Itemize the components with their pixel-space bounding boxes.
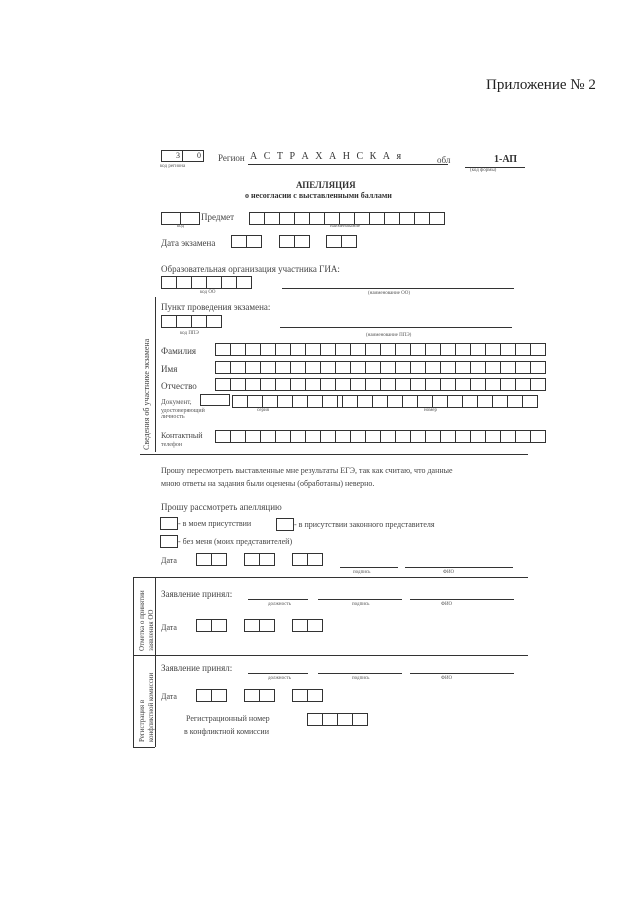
- patronymic-boxes-cell[interactable]: [245, 378, 261, 391]
- applicant-date-day: [196, 553, 226, 566]
- name-boxes-cell[interactable]: [515, 361, 531, 374]
- surname-boxes-cell[interactable]: [230, 343, 246, 356]
- commission-fio-caption: ФИО: [441, 676, 453, 681]
- phone-boxes-cell[interactable]: [320, 430, 336, 443]
- surname-label: Фамилия: [161, 346, 197, 356]
- name-boxes-cell[interactable]: [395, 361, 411, 374]
- reg-number-label-2: в конфликтной комиссии: [184, 727, 269, 736]
- name-boxes-cell[interactable]: [455, 361, 471, 374]
- ppe-code-cell[interactable]: [161, 315, 177, 328]
- subject-name-caption: наименование: [330, 224, 361, 229]
- phone-boxes-cell[interactable]: [365, 430, 381, 443]
- ppe-code-boxes: [161, 315, 221, 328]
- patronymic-boxes-cell[interactable]: [470, 378, 486, 391]
- phone-boxes-cell[interactable]: [485, 430, 501, 443]
- phone-boxes: [215, 430, 545, 443]
- subject-name-cell[interactable]: [429, 212, 445, 225]
- oo-accepted-label: Заявление принял:: [161, 589, 233, 599]
- name-boxes: [215, 361, 545, 374]
- name-boxes-cell[interactable]: [305, 361, 321, 374]
- patronymic-boxes-cell[interactable]: [485, 378, 501, 391]
- patronymic-boxes-cell[interactable]: [515, 378, 531, 391]
- subject-label: Предмет: [201, 212, 235, 222]
- phone-boxes-cell[interactable]: [305, 430, 321, 443]
- surname-boxes-cell[interactable]: [215, 343, 231, 356]
- name-boxes-cell[interactable]: [245, 361, 261, 374]
- patronymic-boxes-cell[interactable]: [500, 378, 516, 391]
- patronymic-boxes-cell[interactable]: [290, 378, 306, 391]
- surname-boxes-cell[interactable]: [290, 343, 306, 356]
- name-boxes-cell[interactable]: [530, 361, 546, 374]
- patronymic-boxes-cell[interactable]: [365, 378, 381, 391]
- ppe-code-cell[interactable]: [206, 315, 222, 328]
- doc-series-boxes-cell[interactable]: [232, 395, 248, 408]
- org-code-caption: код ОО: [200, 290, 216, 295]
- patronymic-boxes-cell[interactable]: [305, 378, 321, 391]
- region-suffix: обл: [437, 155, 451, 165]
- surname-boxes-cell[interactable]: [485, 343, 501, 356]
- surname-boxes-cell[interactable]: [320, 343, 336, 356]
- subject-name-cell[interactable]: [309, 212, 325, 225]
- name-boxes-cell[interactable]: [365, 361, 381, 374]
- org-code-boxes: [161, 276, 251, 289]
- form-code-caption: (код формы): [470, 168, 497, 173]
- phone-boxes-cell[interactable]: [470, 430, 486, 443]
- name-boxes-cell[interactable]: [275, 361, 291, 374]
- name-boxes-cell[interactable]: [425, 361, 441, 374]
- phone-boxes-cell[interactable]: [245, 430, 261, 443]
- org-code-cell[interactable]: [221, 276, 237, 289]
- name-boxes-cell[interactable]: [290, 361, 306, 374]
- commission-date-year: [292, 689, 322, 702]
- doc-number-boxes-cell[interactable]: [357, 395, 373, 408]
- region-code-boxes: [161, 150, 203, 162]
- side-label-oo: Отметка о принятии заявления ОО: [138, 590, 155, 651]
- org-name-caption: (наименование ОО): [368, 291, 411, 296]
- ppe-code-cell[interactable]: [176, 315, 192, 328]
- doc-number-boxes-cell[interactable]: [342, 395, 358, 408]
- commission-signature-caption: подпись: [352, 676, 370, 681]
- reg-number-boxes-cell[interactable]: [307, 713, 323, 726]
- doc-number-boxes-cell[interactable]: [447, 395, 463, 408]
- reg-number-boxes-cell[interactable]: [352, 713, 368, 726]
- review-label: Прошу рассмотреть апелляцию: [161, 502, 282, 512]
- patronymic-boxes-cell[interactable]: [410, 378, 426, 391]
- doc-series-boxes-cell[interactable]: [247, 395, 263, 408]
- phone-boxes-cell[interactable]: [215, 430, 231, 443]
- exam-date-day: [231, 235, 261, 248]
- request-text-1: Прошу пересмотреть выставленные мне результаты ЕГЭ, так как считаю, что данные: [161, 466, 453, 475]
- doc-series-boxes-cell[interactable]: [262, 395, 278, 408]
- subject-name-cell[interactable]: [414, 212, 430, 225]
- subject-name-cell[interactable]: [264, 212, 280, 225]
- commission-date-day: [196, 689, 226, 702]
- org-code-cell[interactable]: [206, 276, 222, 289]
- subject-name-cell[interactable]: [279, 212, 295, 225]
- patronymic-label: Отчество: [161, 381, 197, 391]
- doc-number-boxes-cell[interactable]: [522, 395, 538, 408]
- patronymic-boxes-cell[interactable]: [275, 378, 291, 391]
- option-self-label: - в моем присутствии: [178, 519, 252, 528]
- region-name: А С Т Р А Х А Н С К А я: [250, 151, 404, 162]
- phone-boxes-cell[interactable]: [410, 430, 426, 443]
- reg-number-boxes: [307, 713, 367, 726]
- exam-date-label: Дата экзамена: [161, 238, 216, 248]
- doc-number-boxes-cell[interactable]: [507, 395, 523, 408]
- oo-fio-caption: ФИО: [441, 602, 453, 607]
- reg-number-boxes-cell[interactable]: [322, 713, 338, 726]
- doc-label: Документ,: [161, 398, 192, 406]
- applicant-date-label: Дата: [161, 556, 177, 565]
- region-code-digit-2: 0: [182, 150, 204, 162]
- org-code-cell[interactable]: [176, 276, 192, 289]
- surname-boxes-cell[interactable]: [410, 343, 426, 356]
- subject-code-caption: код: [177, 224, 185, 229]
- region-code-digit-1: 3: [161, 150, 183, 162]
- name-boxes-cell[interactable]: [230, 361, 246, 374]
- name-boxes-cell[interactable]: [410, 361, 426, 374]
- doc-caption: удостоверяющий личность: [161, 408, 205, 420]
- option-rep-label: - в присутствии законного представителя: [294, 520, 435, 529]
- phone-boxes-cell[interactable]: [515, 430, 531, 443]
- reg-number-boxes-cell[interactable]: [337, 713, 353, 726]
- subject-name-cell[interactable]: [399, 212, 415, 225]
- doc-number-boxes-cell[interactable]: [432, 395, 448, 408]
- form-code: 1-АП: [494, 154, 518, 165]
- patronymic-boxes-cell[interactable]: [215, 378, 231, 391]
- phone-boxes-cell[interactable]: [275, 430, 291, 443]
- doc-series-boxes-cell[interactable]: [307, 395, 323, 408]
- side-label-commission: Регистрация в конфликтной комиссии: [138, 672, 155, 742]
- oo-date-day: [196, 619, 226, 632]
- name-boxes-cell[interactable]: [440, 361, 456, 374]
- patronymic-boxes-cell[interactable]: [320, 378, 336, 391]
- subject-name-cell[interactable]: [249, 212, 265, 225]
- document-title: АПЕЛЛЯЦИЯ: [296, 180, 356, 190]
- ppe-code-cell[interactable]: [191, 315, 207, 328]
- name-boxes-cell[interactable]: [470, 361, 486, 374]
- ppe-name-caption: (наименование ППЭ): [366, 333, 412, 338]
- doc-number-caption: номер: [424, 408, 437, 413]
- appendix-label: Приложение № 2: [486, 77, 596, 93]
- oo-date-label: Дата: [161, 623, 177, 632]
- name-boxes-cell[interactable]: [215, 361, 231, 374]
- ppe-code-caption: код ППЭ: [180, 331, 199, 336]
- surname-boxes-cell[interactable]: [455, 343, 471, 356]
- surname-boxes-cell[interactable]: [380, 343, 396, 356]
- phone-boxes-cell[interactable]: [530, 430, 546, 443]
- name-boxes-cell[interactable]: [335, 361, 351, 374]
- oo-position-caption: должность: [268, 602, 291, 607]
- option-rep-checkbox[interactable]: [276, 518, 294, 531]
- patronymic-boxes-cell[interactable]: [380, 378, 396, 391]
- option-none-label: - без меня (моих представителей): [178, 537, 293, 546]
- name-boxes-cell[interactable]: [500, 361, 516, 374]
- name-boxes-cell[interactable]: [320, 361, 336, 374]
- phone-label-2: телефон: [161, 442, 183, 448]
- org-label: Образовательная организация участника ГИА:: [161, 264, 340, 274]
- exam-date-year: [326, 235, 356, 248]
- phone-boxes-cell[interactable]: [395, 430, 411, 443]
- doc-series-boxes-cell[interactable]: [277, 395, 293, 408]
- surname-boxes-cell[interactable]: [395, 343, 411, 356]
- patronymic-boxes-cell[interactable]: [530, 378, 546, 391]
- patronymic-boxes-cell[interactable]: [335, 378, 351, 391]
- surname-boxes-cell[interactable]: [275, 343, 291, 356]
- commission-accepted-label: Заявление принял:: [161, 663, 233, 673]
- surname-boxes-cell[interactable]: [365, 343, 381, 356]
- patronymic-boxes: [215, 378, 545, 391]
- doc-number-boxes-cell[interactable]: [462, 395, 478, 408]
- phone-boxes-cell[interactable]: [455, 430, 471, 443]
- phone-boxes-cell[interactable]: [350, 430, 366, 443]
- patronymic-boxes-cell[interactable]: [455, 378, 471, 391]
- surname-boxes-cell[interactable]: [350, 343, 366, 356]
- phone-boxes-cell[interactable]: [440, 430, 456, 443]
- doc-number-boxes-cell[interactable]: [492, 395, 508, 408]
- org-code-cell[interactable]: [191, 276, 207, 289]
- doc-number-boxes-cell[interactable]: [387, 395, 403, 408]
- org-code-cell[interactable]: [161, 276, 177, 289]
- doc-series-boxes-cell[interactable]: [292, 395, 308, 408]
- commission-date-month: [244, 689, 274, 702]
- option-none-checkbox[interactable]: [160, 535, 178, 548]
- applicant-date-month: [244, 553, 274, 566]
- applicant-date-year: [292, 553, 322, 566]
- region-label: Регион: [218, 153, 245, 163]
- phone-boxes-cell[interactable]: [260, 430, 276, 443]
- name-boxes-cell[interactable]: [485, 361, 501, 374]
- name-boxes-cell[interactable]: [380, 361, 396, 374]
- subject-name-cell[interactable]: [294, 212, 310, 225]
- phone-boxes-cell[interactable]: [380, 430, 396, 443]
- name-label: Имя: [161, 364, 178, 374]
- surname-boxes-cell[interactable]: [515, 343, 531, 356]
- patronymic-boxes-cell[interactable]: [350, 378, 366, 391]
- patronymic-boxes-cell[interactable]: [230, 378, 246, 391]
- doc-series-boxes-cell[interactable]: [322, 395, 338, 408]
- oo-date-year: [292, 619, 322, 632]
- surname-boxes-cell[interactable]: [470, 343, 486, 356]
- phone-boxes-cell[interactable]: [425, 430, 441, 443]
- patronymic-boxes-cell[interactable]: [260, 378, 276, 391]
- subject-name-cell[interactable]: [384, 212, 400, 225]
- surname-boxes-cell[interactable]: [260, 343, 276, 356]
- commission-position-caption: должность: [268, 676, 291, 681]
- exam-date-month: [279, 235, 309, 248]
- doc-type-box: [200, 394, 229, 406]
- region-code-caption: код региона: [160, 164, 186, 169]
- surname-boxes-cell[interactable]: [425, 343, 441, 356]
- surname-boxes-cell[interactable]: [305, 343, 321, 356]
- patronymic-boxes-cell[interactable]: [425, 378, 441, 391]
- side-label-participant: Сведения об участнике экзамена: [142, 338, 151, 450]
- phone-boxes-cell[interactable]: [230, 430, 246, 443]
- applicant-fio-caption: ФИО: [443, 570, 455, 575]
- surname-boxes-cell[interactable]: [440, 343, 456, 356]
- commission-date-label: Дата: [161, 692, 177, 701]
- phone-label: Контактный: [161, 431, 203, 440]
- oo-signature-caption: подпись: [352, 602, 370, 607]
- doc-series-boxes: [232, 395, 352, 408]
- doc-number-boxes-cell[interactable]: [402, 395, 418, 408]
- doc-number-boxes-cell[interactable]: [477, 395, 493, 408]
- surname-boxes-cell[interactable]: [500, 343, 516, 356]
- phone-boxes-cell[interactable]: [335, 430, 351, 443]
- doc-number-boxes: [342, 395, 537, 408]
- name-boxes-cell[interactable]: [350, 361, 366, 374]
- patronymic-boxes-cell[interactable]: [395, 378, 411, 391]
- applicant-signature-caption: подпись: [353, 570, 371, 575]
- document-subtitle: о несогласии с выставленными баллами: [245, 191, 392, 200]
- surname-boxes-cell[interactable]: [245, 343, 261, 356]
- surname-boxes: [215, 343, 545, 356]
- surname-boxes-cell[interactable]: [335, 343, 351, 356]
- phone-boxes-cell[interactable]: [500, 430, 516, 443]
- org-code-cell[interactable]: [236, 276, 252, 289]
- doc-number-boxes-cell[interactable]: [417, 395, 433, 408]
- doc-number-boxes-cell[interactable]: [372, 395, 388, 408]
- request-text-2: мною ответы на задания были оценены (обработаны) неверно.: [161, 479, 375, 488]
- ppe-label: Пункт проведения экзамена:: [161, 302, 271, 312]
- option-self-checkbox[interactable]: [160, 517, 178, 530]
- phone-boxes-cell[interactable]: [290, 430, 306, 443]
- reg-number-label: Регистрационный номер: [186, 714, 270, 723]
- subject-name-cell[interactable]: [369, 212, 385, 225]
- oo-date-month: [244, 619, 274, 632]
- doc-series-caption: серия: [257, 408, 269, 413]
- name-boxes-cell[interactable]: [260, 361, 276, 374]
- patronymic-boxes-cell[interactable]: [440, 378, 456, 391]
- surname-boxes-cell[interactable]: [530, 343, 546, 356]
